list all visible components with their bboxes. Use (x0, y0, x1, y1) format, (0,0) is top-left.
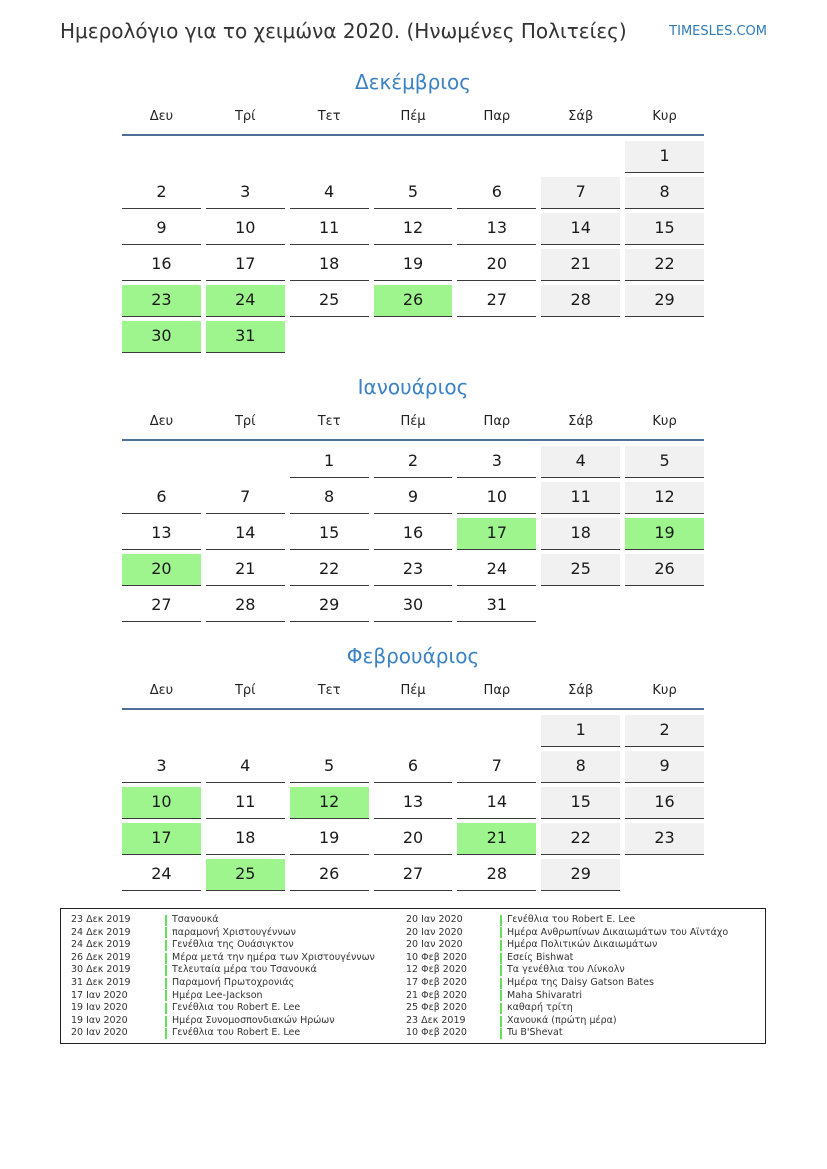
legend-date: 20 Ιαν 2020 (406, 914, 463, 925)
legend-row (406, 952, 728, 965)
legend-date: 10 Φεβ 2020 (406, 951, 467, 963)
legend-holiday-name: Παραμονή Πρωτοχρονιάς (172, 976, 295, 988)
legend-holiday-name: Γενέθλια του Robert E. Lee (507, 914, 636, 925)
day-cell: 15 (625, 213, 704, 245)
day-cell: 16 (122, 249, 201, 281)
legend-holiday-name: Tu B'Shevat (507, 1027, 563, 1039)
day-cell: 24 (122, 859, 201, 891)
weekday-label: Σάβ (568, 414, 594, 429)
legend-row (406, 990, 728, 1003)
legend-holiday-name: Τσανουκά (172, 914, 219, 925)
empty-cell (122, 446, 201, 478)
empty-cell (374, 715, 453, 747)
legend-row (71, 914, 375, 927)
month-title: Ιανουάριος (357, 375, 469, 399)
day-cell: 25 (290, 285, 369, 317)
legend-date: 10 Φεβ 2020 (406, 1027, 467, 1039)
holiday-day-cell: 30 (122, 321, 201, 353)
day-cell: 20 (374, 823, 453, 855)
legend-marker (165, 915, 167, 926)
day-cell: 29 (625, 285, 704, 317)
day-cell: 29 (541, 859, 620, 891)
weekday-label: Τετ (317, 414, 341, 429)
day-cell: 2 (122, 177, 201, 209)
legend-date: 19 Ιαν 2020 (71, 1002, 128, 1014)
legend-marker (500, 1016, 502, 1027)
holiday-day-cell: 31 (206, 321, 285, 353)
day-cell: 23 (625, 823, 704, 855)
holiday-day-cell: 26 (374, 285, 453, 317)
weekday-label: Τετ (317, 109, 341, 124)
empty-cell (122, 715, 201, 747)
day-cell: 15 (541, 787, 620, 819)
holiday-day-cell: 12 (290, 787, 369, 819)
day-cell: 22 (625, 249, 704, 281)
weekday-header (122, 680, 704, 702)
day-cell: 10 (206, 213, 285, 245)
day-cell: 18 (290, 249, 369, 281)
day-cell: 30 (374, 590, 453, 622)
day-cell: 1 (290, 446, 369, 478)
weekday-label: Κυρ (652, 683, 677, 698)
day-cell: 19 (290, 823, 369, 855)
legend-marker (165, 978, 167, 989)
month-february (122, 642, 704, 891)
day-cell: 15 (290, 518, 369, 550)
day-cell: 3 (122, 751, 201, 783)
legend-holiday-name: Τα γενέθλια του Λίνκολν (507, 964, 625, 976)
weekday-label: Πέμ (400, 109, 426, 124)
holiday-day-cell: 19 (625, 518, 704, 550)
legend-holiday-name: Ημέρα της Daisy Gatson Bates (507, 976, 654, 988)
month-title: Δεκέμβριος (354, 70, 471, 94)
day-cell: 9 (122, 213, 201, 245)
weekday-divider (122, 134, 704, 136)
page-title: Ημερολόγιο για το χειμώνα 2020. (Ηνωμένες Πολιτείες) (60, 19, 627, 43)
legend-date: 31 Δεκ 2019 (71, 976, 131, 988)
day-cell: 1 (625, 141, 704, 173)
day-cell: 4 (206, 751, 285, 783)
legend-holiday-name: Ημέρα Lee-Jackson (172, 989, 263, 1001)
day-cell: 5 (290, 751, 369, 783)
legend-date: 20 Ιαν 2020 (406, 939, 463, 951)
day-cell: 23 (374, 554, 453, 586)
legend-date: 12 Φεβ 2020 (406, 964, 467, 976)
legend-date: 24 Δεκ 2019 (71, 926, 131, 938)
holiday-day-cell: 17 (457, 518, 536, 550)
legend-marker (165, 953, 167, 964)
legend-marker (500, 940, 502, 951)
weekday-label: Τρί (234, 683, 256, 698)
day-cell: 20 (457, 249, 536, 281)
holiday-legend (60, 908, 766, 1044)
empty-cell (374, 141, 453, 173)
holiday-day-cell: 24 (206, 285, 285, 317)
legend-marker (165, 940, 167, 951)
legend-date: 17 Φεβ 2020 (406, 976, 467, 988)
weekday-divider (122, 708, 704, 710)
day-cell: 24 (457, 554, 536, 586)
legend-row (406, 1027, 728, 1040)
legend-holiday-name: Ημέρα Ανθρωπίνων Δικαιωμάτων του Αϊντάχο (507, 926, 729, 938)
weekday-label: Κυρ (652, 109, 677, 124)
day-cell: 18 (541, 518, 620, 550)
days-grid (122, 715, 704, 891)
legend-date: 30 Δεκ 2019 (71, 964, 131, 976)
day-cell: 11 (206, 787, 285, 819)
legend-holiday-name: Ημέρα Συνομοσπονδιακών Ηρώων (172, 1014, 335, 1026)
holiday-day-cell: 21 (457, 823, 536, 855)
weekday-label: Παρ (483, 414, 511, 429)
legend-marker (500, 927, 502, 938)
weekday-label: Δευ (149, 109, 174, 124)
day-cell: 26 (625, 554, 704, 586)
legend-marker (500, 953, 502, 964)
legend-date: 20 Ιαν 2020 (406, 926, 463, 938)
legend-holiday-name: Γενέθλια της Ουάσιγκτον (172, 939, 294, 951)
legend-marker (165, 965, 167, 976)
legend-row (71, 964, 375, 977)
weekday-label: Σάβ (568, 683, 594, 698)
days-grid (122, 446, 704, 622)
legend-marker (165, 1003, 167, 1014)
weekday-label: Δευ (149, 414, 174, 429)
day-cell: 14 (457, 787, 536, 819)
legend-holiday-name: καθαρή τρίτη (507, 1002, 573, 1014)
day-cell: 8 (625, 177, 704, 209)
day-cell: 14 (541, 213, 620, 245)
day-cell: 11 (541, 482, 620, 514)
legend-column-right (406, 914, 728, 1040)
empty-cell (206, 715, 285, 747)
day-cell: 27 (122, 590, 201, 622)
day-cell: 16 (625, 787, 704, 819)
day-cell: 27 (374, 859, 453, 891)
day-cell: 31 (457, 590, 536, 622)
legend-marker (500, 1003, 502, 1014)
day-cell: 9 (374, 482, 453, 514)
day-cell: 14 (206, 518, 285, 550)
legend-holiday-name: Χανουκά (πρώτη μέρα) (507, 1014, 617, 1026)
legend-marker (165, 1028, 167, 1039)
legend-holiday-name: παραμονή Χριστουγέννων (172, 926, 296, 938)
month-title: Φεβρουάριος (346, 644, 480, 668)
empty-cell (122, 141, 201, 173)
day-cell: 27 (457, 285, 536, 317)
day-cell: 10 (457, 482, 536, 514)
day-cell: 25 (541, 554, 620, 586)
legend-row (71, 927, 375, 940)
legend-date: 25 Φεβ 2020 (406, 1002, 467, 1014)
legend-column-left (71, 914, 375, 1040)
day-cell: 6 (122, 482, 201, 514)
day-cell: 7 (457, 751, 536, 783)
empty-cell (290, 141, 369, 173)
day-cell: 29 (290, 590, 369, 622)
legend-date: 26 Δεκ 2019 (71, 951, 131, 963)
day-cell: 18 (206, 823, 285, 855)
weekday-label: Πέμ (400, 414, 426, 429)
day-cell: 22 (541, 823, 620, 855)
legend-row (406, 1015, 728, 1028)
day-cell: 17 (206, 249, 285, 281)
legend-marker (500, 978, 502, 989)
days-grid (122, 141, 704, 353)
month-december (122, 68, 704, 353)
day-cell: 7 (541, 177, 620, 209)
day-cell: 28 (457, 859, 536, 891)
day-cell: 2 (625, 715, 704, 747)
legend-row (406, 977, 728, 990)
day-cell: 16 (374, 518, 453, 550)
legend-row (406, 914, 728, 927)
day-cell: 21 (206, 554, 285, 586)
legend-holiday-name: Τελευταία μέρα του Τσανουκά (172, 964, 317, 976)
day-cell: 1 (541, 715, 620, 747)
legend-holiday-name: Γενέθλια του Robert E. Lee (172, 1027, 301, 1039)
weekday-label: Τετ (317, 683, 341, 698)
weekday-label: Παρ (483, 109, 511, 124)
legend-row (71, 1015, 375, 1028)
holiday-day-cell: 10 (122, 787, 201, 819)
legend-row (406, 1002, 728, 1015)
empty-cell (290, 715, 369, 747)
day-cell: 13 (457, 213, 536, 245)
legend-row (406, 927, 728, 940)
brand-link[interactable]: TIMESLES.COM (669, 24, 767, 39)
legend-marker (500, 1028, 502, 1039)
legend-holiday-name: Μέρα μετά την ημέρα των Χριστουγέννων (172, 951, 375, 963)
legend-row (406, 964, 728, 977)
month-january (122, 373, 704, 622)
day-cell: 6 (457, 177, 536, 209)
legend-date: 21 Φεβ 2020 (406, 989, 467, 1001)
day-cell: 22 (290, 554, 369, 586)
legend-marker (165, 927, 167, 938)
legend-date: 23 Δεκ 2019 (71, 914, 131, 925)
day-cell: 7 (206, 482, 285, 514)
legend-marker (500, 990, 502, 1001)
day-cell: 28 (206, 590, 285, 622)
legend-marker (500, 915, 502, 926)
legend-row (71, 952, 375, 965)
day-cell: 21 (541, 249, 620, 281)
holiday-day-cell: 25 (206, 859, 285, 891)
day-cell: 26 (290, 859, 369, 891)
weekday-header (122, 411, 704, 433)
day-cell: 8 (290, 482, 369, 514)
legend-row (71, 990, 375, 1003)
holiday-day-cell: 23 (122, 285, 201, 317)
day-cell: 4 (290, 177, 369, 209)
weekday-header (122, 106, 704, 128)
day-cell: 13 (122, 518, 201, 550)
legend-date: 19 Ιαν 2020 (71, 1014, 128, 1026)
weekday-label: Πέμ (400, 683, 426, 698)
weekday-label: Κυρ (652, 414, 677, 429)
day-cell: 11 (290, 213, 369, 245)
holiday-day-cell: 20 (122, 554, 201, 586)
legend-holiday-name: Γενέθλια του Robert E. Lee (172, 1002, 301, 1014)
legend-row (71, 1002, 375, 1015)
day-cell: 13 (374, 787, 453, 819)
legend-date: 20 Ιαν 2020 (71, 1027, 128, 1039)
legend-row (71, 977, 375, 990)
legend-date: 17 Ιαν 2020 (71, 989, 128, 1001)
weekday-label: Σάβ (568, 109, 594, 124)
empty-cell (457, 141, 536, 173)
weekday-label: Τρί (234, 109, 256, 124)
legend-holiday-name: Maha Shivaratri (507, 989, 583, 1001)
legend-marker (500, 965, 502, 976)
empty-cell (206, 141, 285, 173)
day-cell: 9 (625, 751, 704, 783)
weekday-divider (122, 439, 704, 441)
legend-row (71, 1027, 375, 1040)
day-cell: 12 (374, 213, 453, 245)
day-cell: 4 (541, 446, 620, 478)
day-cell: 5 (625, 446, 704, 478)
holiday-day-cell: 17 (122, 823, 201, 855)
empty-cell (541, 141, 620, 173)
day-cell: 5 (374, 177, 453, 209)
empty-cell (457, 715, 536, 747)
legend-holiday-name: Ημέρα Πολιτικών Δικαιωμάτων (507, 939, 658, 951)
weekday-label: Δευ (149, 683, 174, 698)
day-cell: 3 (206, 177, 285, 209)
weekday-label: Παρ (483, 683, 511, 698)
legend-marker (165, 990, 167, 1001)
day-cell: 2 (374, 446, 453, 478)
day-cell: 12 (625, 482, 704, 514)
day-cell: 6 (374, 751, 453, 783)
legend-marker (165, 1016, 167, 1027)
legend-row (406, 939, 728, 952)
day-cell: 19 (374, 249, 453, 281)
day-cell: 8 (541, 751, 620, 783)
day-cell: 28 (541, 285, 620, 317)
empty-cell (206, 446, 285, 478)
legend-date: 23 Δεκ 2019 (406, 1014, 466, 1026)
legend-date: 24 Δεκ 2019 (71, 939, 131, 951)
legend-row (71, 939, 375, 952)
legend-holiday-name: Εσείς Bishwat (507, 951, 574, 963)
weekday-label: Τρί (234, 414, 256, 429)
day-cell: 3 (457, 446, 536, 478)
